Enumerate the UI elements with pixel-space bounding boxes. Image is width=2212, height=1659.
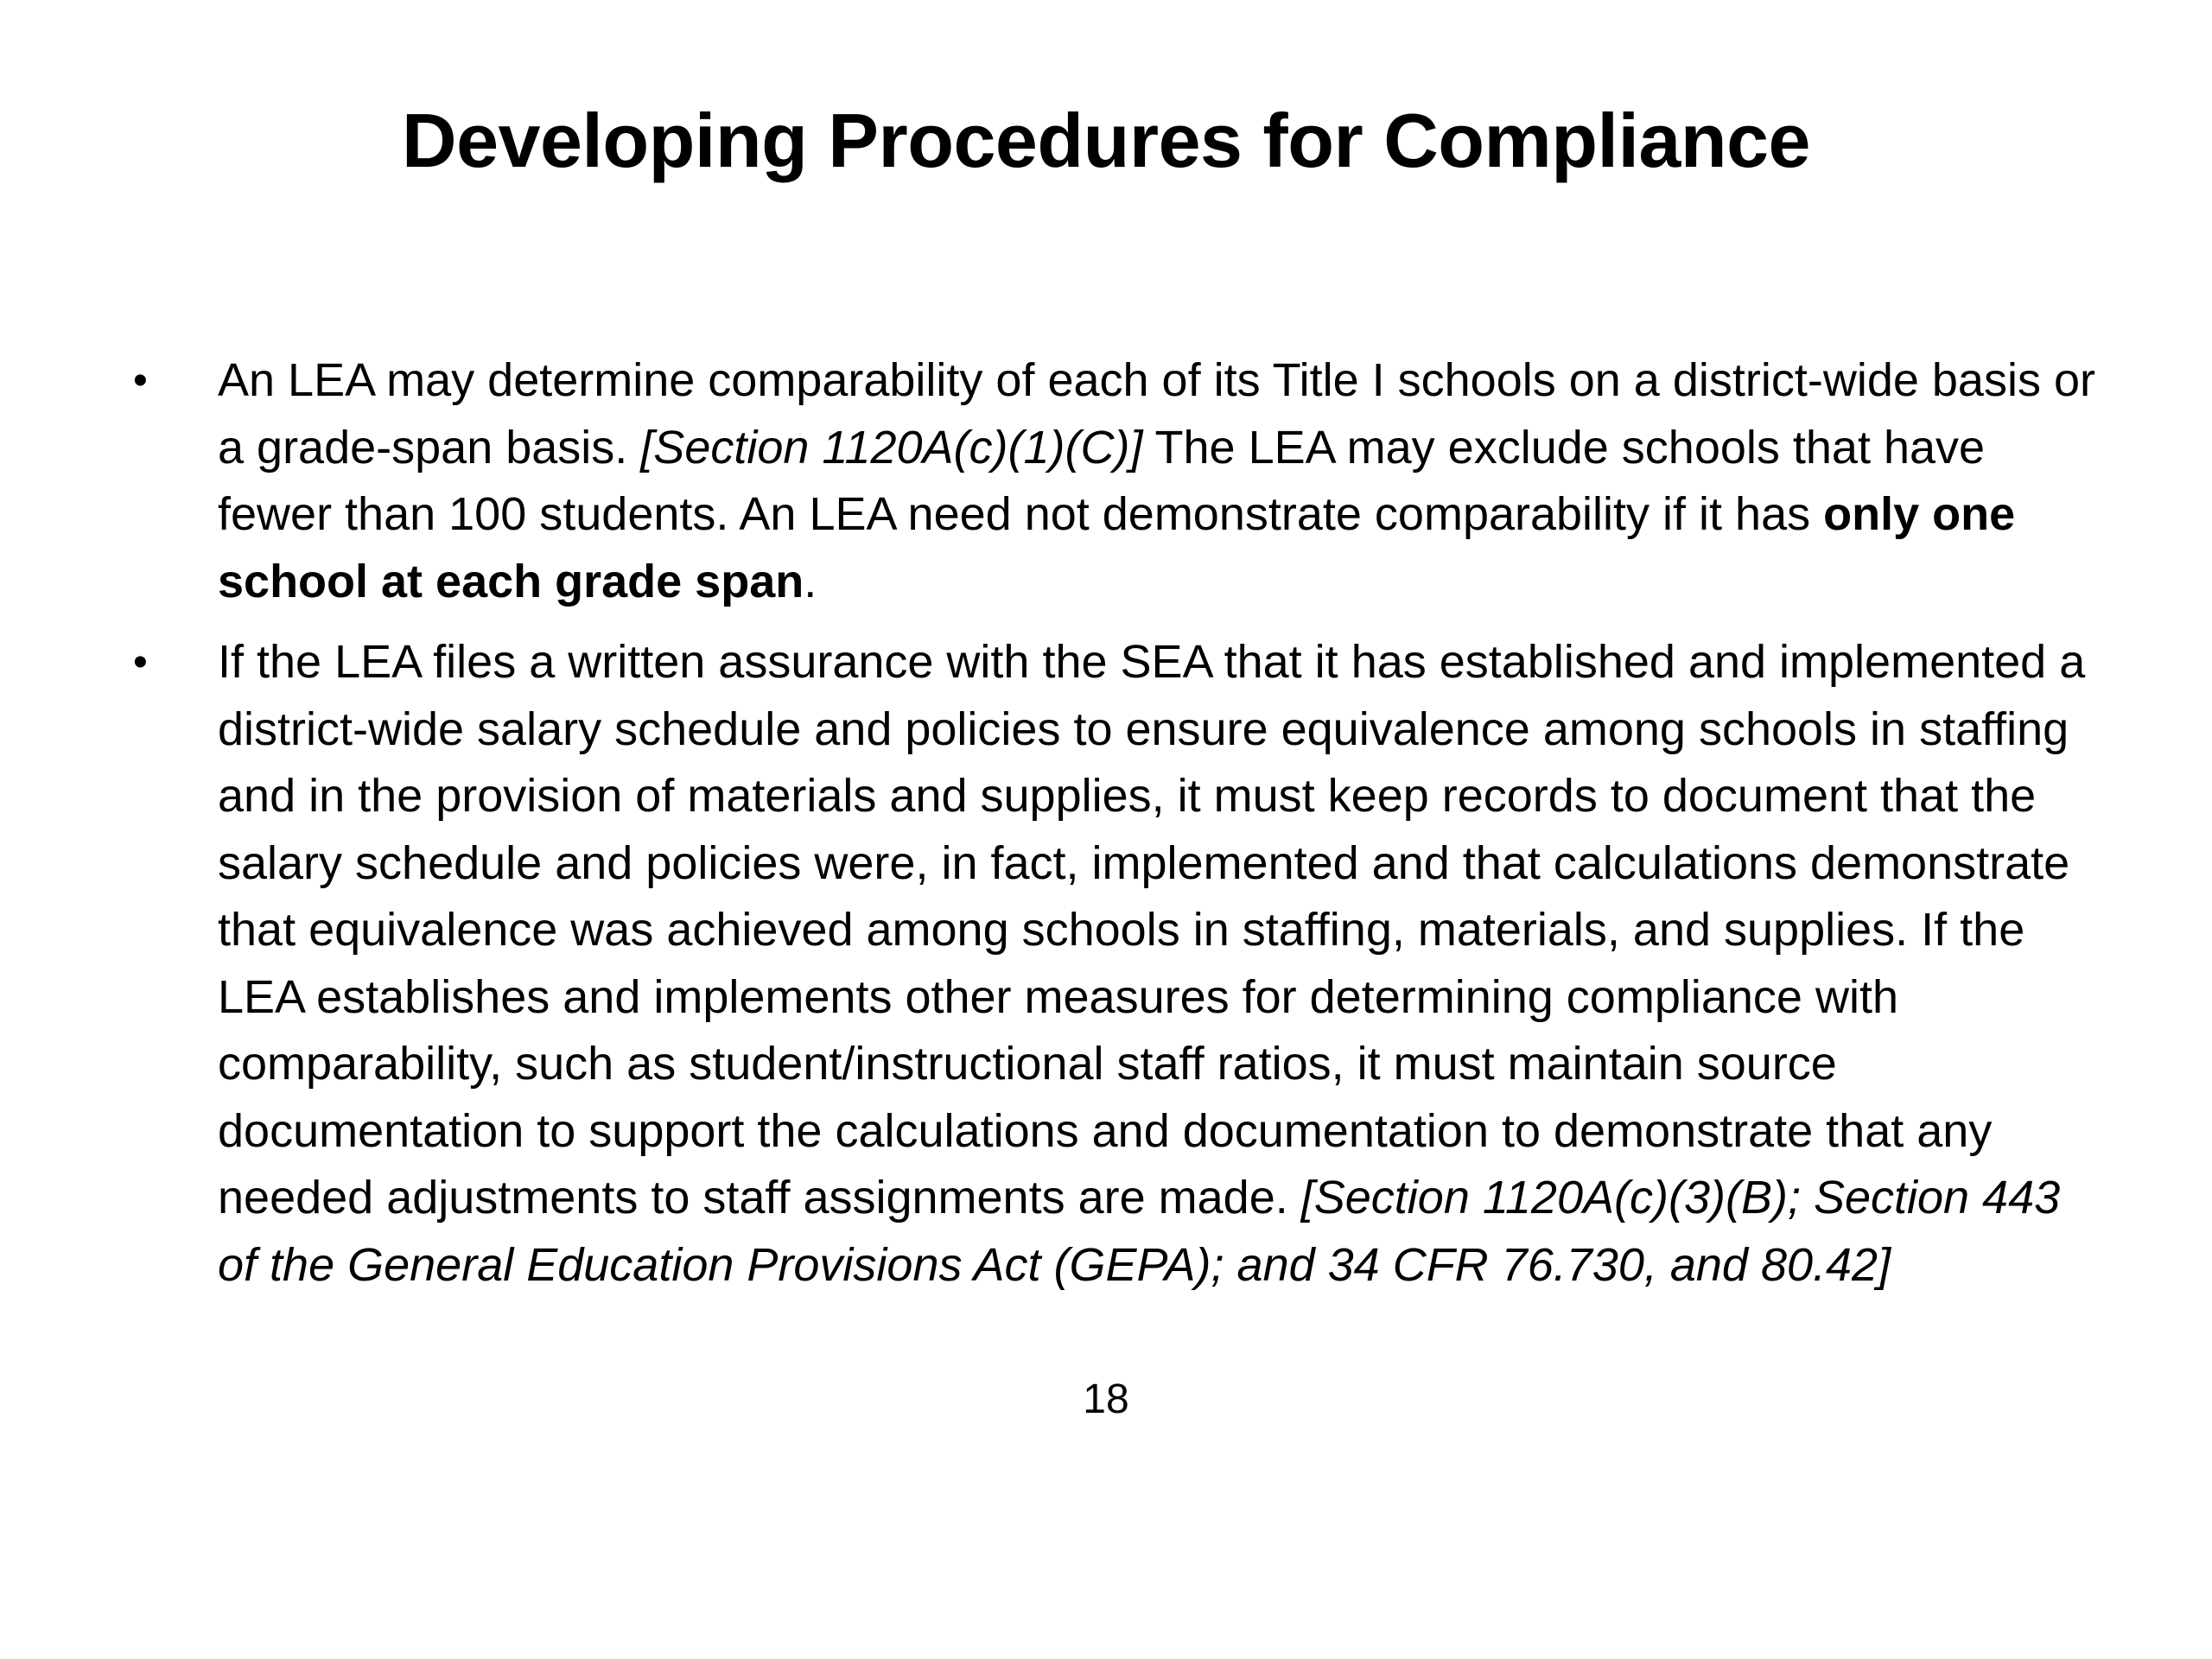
page-number: 18 — [1083, 1376, 1129, 1422]
bold-emphasis: only one school at each grade span — [218, 488, 2016, 607]
bullet-item-written-assurance — [121, 629, 2100, 1299]
bullet-text: The LEA may exclude schools that have fewer than 100 students. An LEA need not demonstrate comparability if it has — [218, 421, 1986, 540]
bullet-text: An LEA may determine comparability of each of its Title I schools on a district-wide basis or a grade-span basis. — [218, 354, 2095, 474]
bullet-marker-icon: • — [133, 639, 148, 685]
legal-citation: [Section 1120A(c)(3)(B); Section 443 of the General Education Provisions Act (GEPA); and 34 CFR 76.730, and 80.42] — [218, 1172, 2061, 1291]
legal-citation: [Section 1120A(c)(1)(C)] — [640, 421, 1143, 474]
bullet-list — [121, 347, 2100, 1313]
bullet-item-comparability-basis — [121, 347, 2100, 615]
bullet-marker-icon: • — [133, 358, 148, 404]
bullet-text: If the LEA files a written assurance with the SEA that it has established and implemented a district-wide salary schedule and policies to ensure equivalence among schools in staffing and in the provision of materials and supplies, it must keep records to document that the salary schedule and policies were, in fact, implemented and that calculations demonstrate that equivalence was achieved among schools in staffing, materials, and supplies. If the LEA establishes and implements other measures for determining compliance with comparability, such as student/instructional staff ratios, it must maintain source documentation to support the calculations and documentation to demonstrate that any needed adjustments to staff assignments are made. — [218, 636, 2086, 1224]
slide-title: Developing Procedures for Compliance — [402, 98, 1810, 183]
bullet-text: . — [804, 555, 817, 607]
